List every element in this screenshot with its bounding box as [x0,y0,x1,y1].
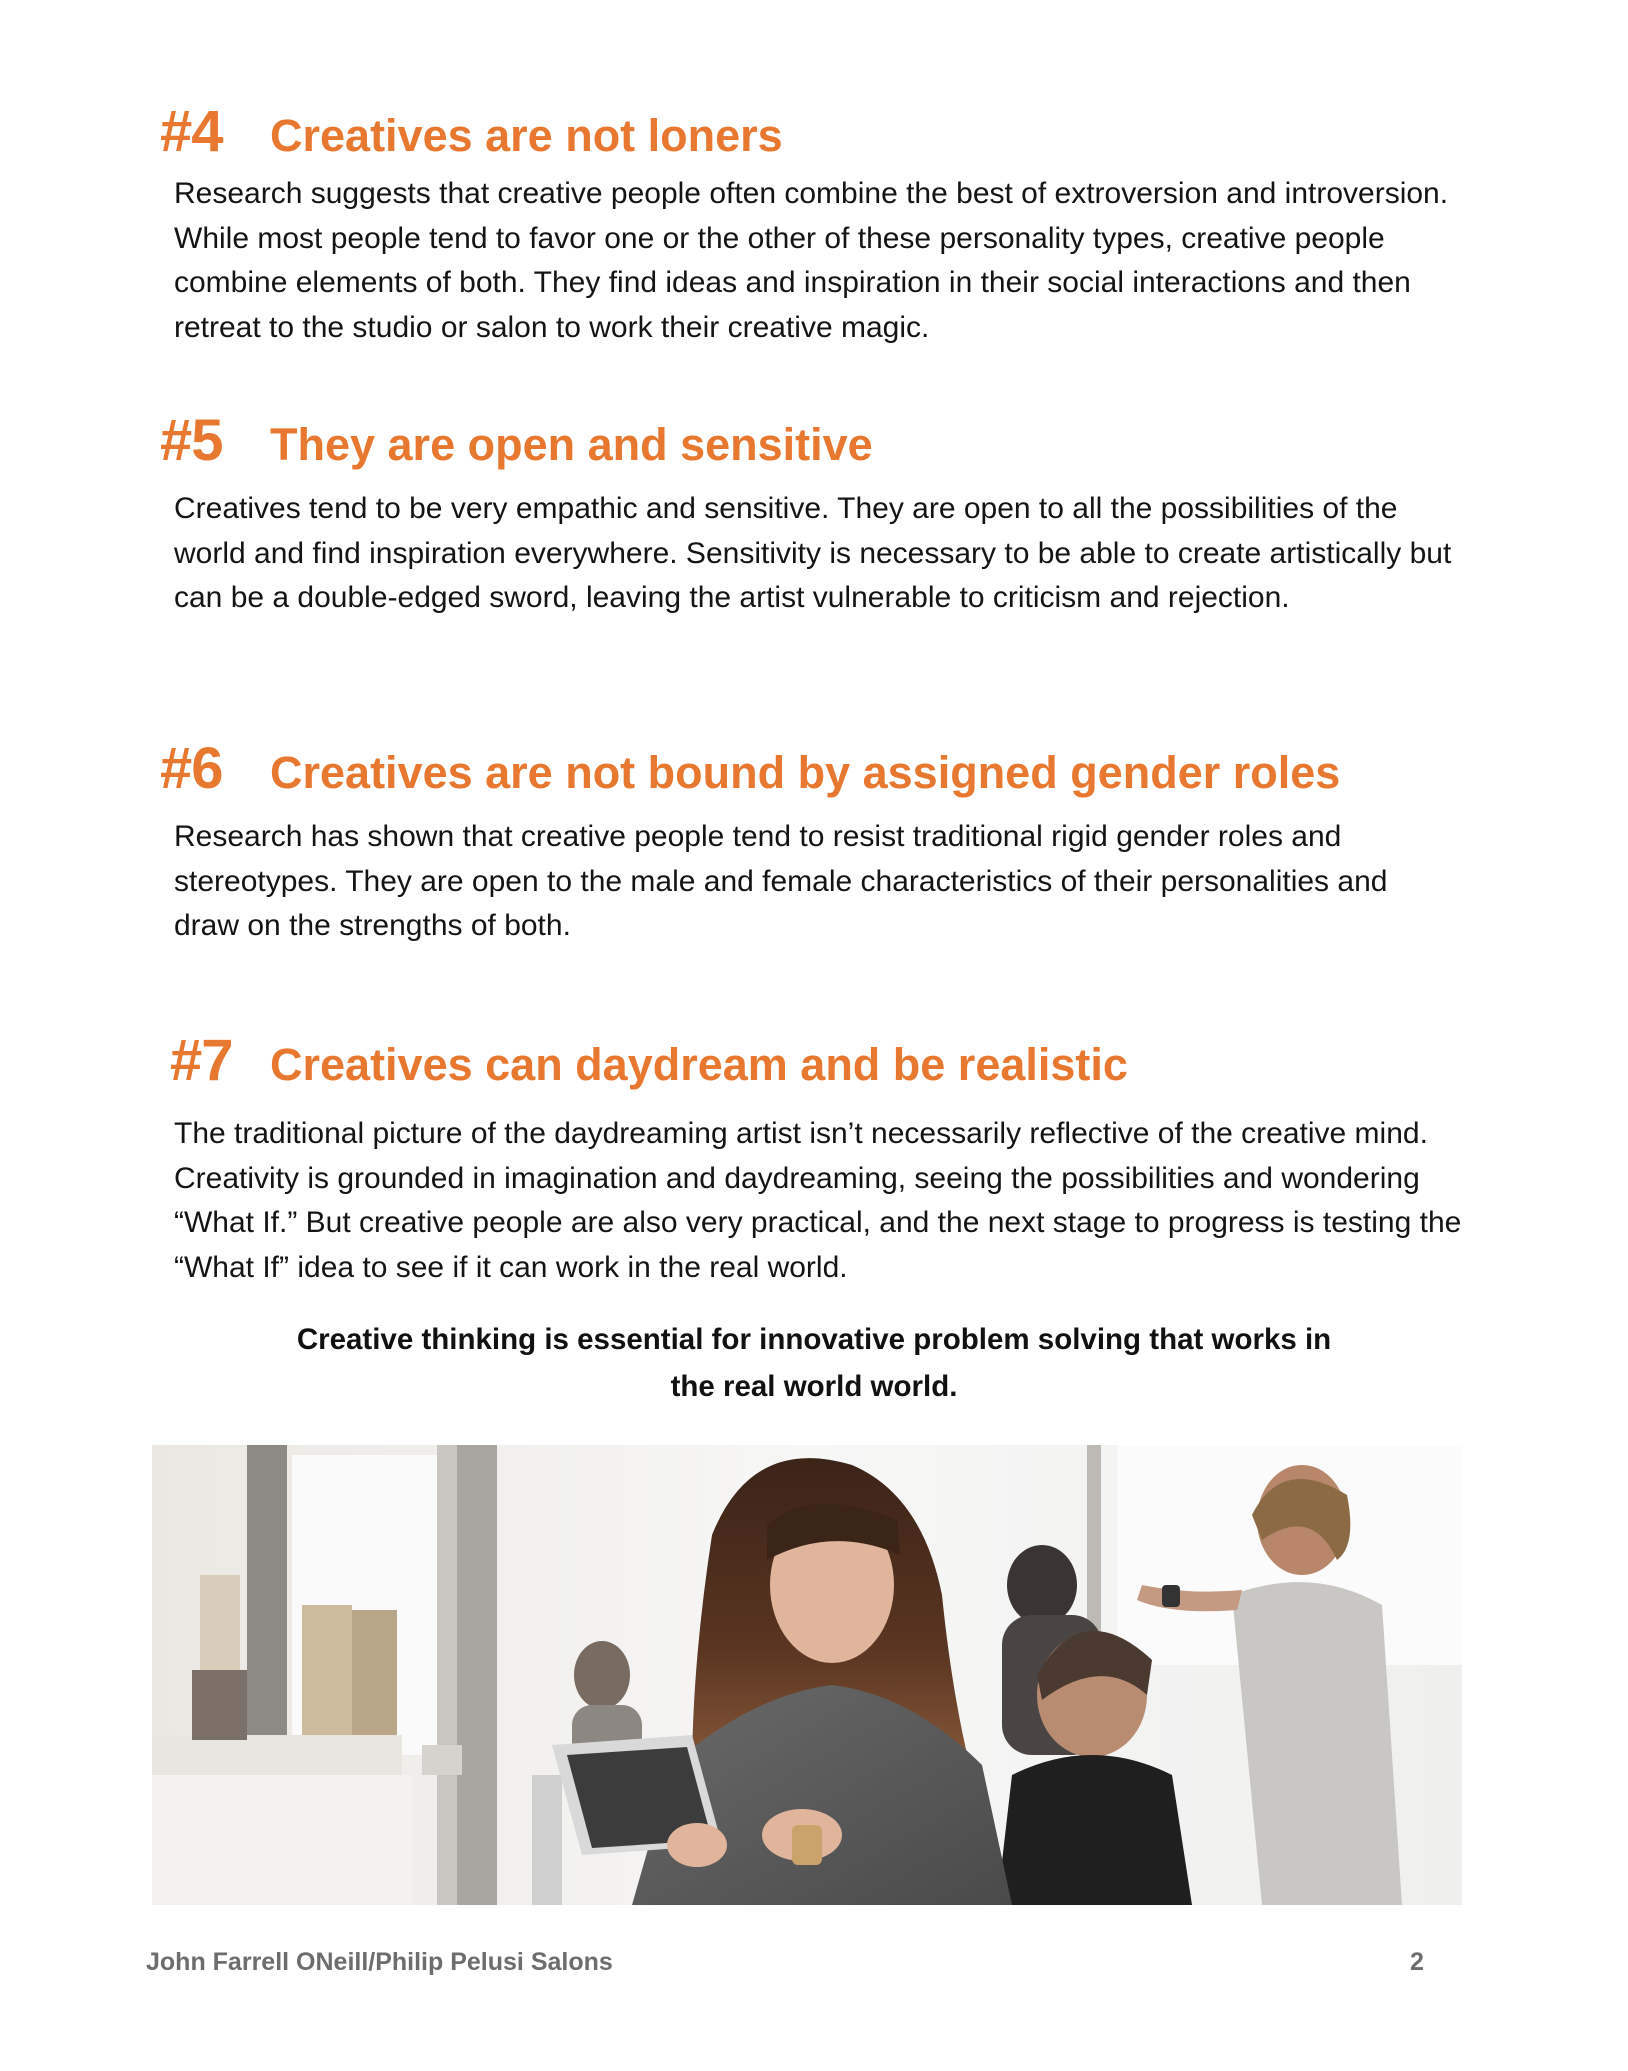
section-6-heading [160,735,1340,802]
section-6-body: Research has shown that creative people tend to resist traditional rigid gender roles and stereotypes. They are open to the male and female characteristics of their personalities and draw on the strengths of both. [174,820,1388,942]
section-7-body: The traditional picture of the daydreaming artist isn’t necessarily reflective of the creative mind. Creativity is grounded in imagination and daydreaming, seeing the possibilities and wondering “What If.” But creative people are also very practical, and the next stage to progress is testing the “What If” idea to see if it can work in the real world. [174,1117,1462,1284]
salon-photo [152,1445,1462,1905]
section-title: Creatives are not loners [270,110,783,161]
section-title: Creatives are not bound by assigned gender roles [270,747,1341,798]
footer-author: John Farrell ONeill/Philip Pelusi Salons [146,1948,613,1976]
quote-line-1: Creative thinking is essential for innovative problem solving that works in [296,1323,1332,1356]
section-5-body: Creatives tend to be very empathic and sensitive. They are open to all the possibilities of the world and find inspiration everywhere. Sensitivity is necessary to be able to create artistically but can be a double-edged sword, leaving the artist vulnerable to criticism and rejection. [174,492,1452,614]
section-4-body: Research suggests that creative people often combine the best of extroversion and introversion. While most people tend to favor one or the other of these personality types, creative people combine elements of both. They find ideas and inspiration in their social interactions and then retreat to the studio or salon to work their creative magic. [174,177,1449,344]
section-7-heading [170,1027,1128,1094]
section-number: #4 [160,99,223,164]
section-number: #5 [160,408,223,473]
section-5-heading [160,407,873,474]
quote-line-2: the real world world. [670,1370,958,1403]
section-number: #6 [160,736,223,801]
section-number: #7 [170,1028,233,1093]
highlight-quote [0,1316,1628,1410]
section-title: They are open and sensitive [270,419,873,470]
page-number: 2 [1410,1948,1424,1976]
section-title: Creatives can daydream and be realistic [270,1039,1128,1090]
section-4-heading [160,98,783,165]
